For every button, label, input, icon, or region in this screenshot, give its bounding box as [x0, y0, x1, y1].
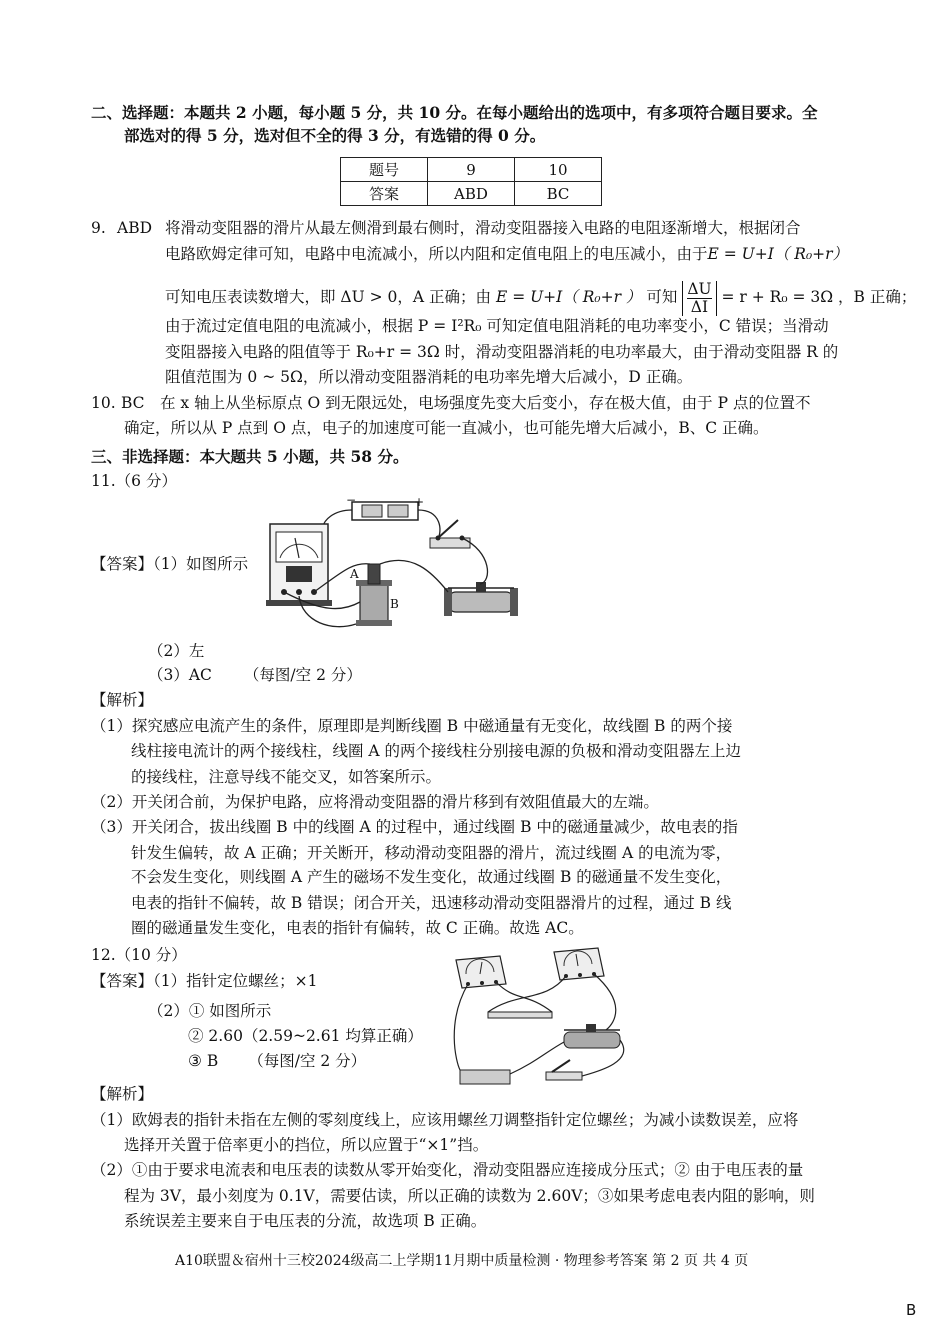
q12-analysis-line: 选择开关置于倍率更小的挡位，所以应置于“×1”挡。	[124, 1136, 489, 1154]
minus-label: −	[346, 493, 357, 507]
q11-title: 11.（6 分）	[91, 472, 177, 490]
switch-icon	[546, 1060, 582, 1080]
table-cell: BC	[515, 182, 602, 206]
q11-analysis-line: 针发生偏转，故 A 正确；开关断开，移动滑动变阻器的滑片，流过线圈 A 的电流为零，	[131, 844, 732, 862]
q12-answer-2: （2）① 如图所示	[148, 1002, 272, 1020]
ammeter-icon	[456, 956, 506, 988]
battery-icon	[460, 1070, 510, 1084]
q12-answer-1: 【答案】（1）指针定位螺丝；×1	[91, 972, 318, 990]
q9-line2: 电路欧姆定律可知，电路中电流减小，所以内阻和定值电阻上的电压减小，由于E = U+I（ R₀+r）	[165, 245, 849, 263]
q10-line2: 确定，所以从 P 点到 O 点，电子的加速度可能一直减小，也可能先增大后减小，B、C 正确。	[124, 419, 769, 437]
coil-b-label: B	[390, 597, 399, 611]
q11-analysis-line: （3）开关闭合，拔出线圈 B 中的线圈 A 的过程中，通过线圈 B 中的磁通量减少，故电表的指	[91, 818, 738, 836]
table-cell: 答案	[341, 182, 428, 206]
q12-answer-3: ② 2.60（2.59~2.61 均算正确）	[188, 1027, 423, 1045]
q11-analysis-line: 的接线柱，注意导线不能交叉，如答案所示。	[131, 768, 442, 786]
q9-number: 9.	[91, 219, 106, 237]
q10-number: 10.	[91, 394, 116, 412]
q12-analysis-line: 系统误差主要来自于电压表的分流，故选项 B 正确。	[124, 1212, 487, 1230]
q9-eq1: E = U+I（ R₀+r）	[707, 245, 849, 263]
q12-answer-4: ③ B （每图/空 2 分）	[188, 1052, 367, 1070]
table-cell: 题号	[341, 158, 428, 182]
q12-circuit-figure	[446, 942, 646, 1094]
q12-analysis-line: （1）欧姆表的指针未指在左侧的零刻度线上，应该用螺丝刀调整指针定位螺丝；为减小读数误差，应将	[91, 1111, 799, 1129]
rheostat-icon	[564, 1024, 620, 1048]
answer-table-answer-row	[341, 182, 602, 206]
q11-analysis-line: 不会发生变化，则线圈 A 产生的磁场不发生变化，故通过线圈 B 的磁通量不发生变化，	[131, 868, 732, 886]
coil-a-label: A	[350, 567, 359, 581]
q9-line5: 变阻器接入电路的阻值等于 R₀+r = 3Ω 时，滑动变阻器消耗的电功率最大，由于滑动变阻器 R 的	[165, 343, 839, 361]
table-cell: ABD	[428, 182, 515, 206]
q11-analysis-line: （1）探究感应电流产生的条件，原理即是判断线圈 B 中磁通量有无变化，故线圈 B 的两个接	[91, 717, 733, 735]
table-cell: 10	[515, 158, 602, 182]
switch-icon	[430, 520, 470, 548]
q11-analysis-line: 线柱接电流计的两个接线柱，线圈 A 的两个接线柱分别接电源的负极和滑动变阻器左上边	[131, 742, 742, 760]
q12-analysis-title: 【解析】	[91, 1085, 154, 1103]
q10-answer: BC	[121, 394, 145, 412]
q12-title: 12.（10 分）	[91, 946, 187, 964]
q9-eq2: E = U+I（ R₀+r ）	[495, 288, 642, 306]
resistor-wire-icon	[488, 1012, 552, 1018]
q11-circuit-figure	[262, 492, 562, 637]
q9-line6: 阻值范围为 0 ~ 5Ω，所以滑动变阻器消耗的电功率先增大后减小，D 正确。	[165, 368, 693, 386]
delta-u-over-delta-i-fraction: $\frac{\Delta U}{\Delta I}$	[682, 281, 716, 316]
battery-icon	[346, 493, 424, 520]
section2-heading-line2: 部选对的得 5 分，选对但不全的得 3 分，有选错的得 0 分。	[124, 126, 546, 145]
q11-analysis-line: （2）开关闭合前，为保护电路，应将滑动变阻器的滑片移到有效阻值最大的左端。	[91, 793, 659, 811]
corner-mark: B	[906, 1301, 917, 1319]
q12-analysis-line: （2）①由于要求电流表和电压表的读数从零开始变化，滑动变阻器应连接成分压式；② 由于电压表的量	[91, 1161, 804, 1179]
wires	[454, 974, 623, 1076]
q11-answer-1: 【答案】（1）如图所示	[91, 555, 249, 573]
q9-line3: 可知电压表读数增大，即 ΔU > 0，A 正确；由 E = U+I（ R₀+r ） 可知 $\frac{\Delta U}{\Delta I}$ = r + R₀ = 3Ω ，B 正确；	[165, 279, 917, 316]
q11-answer-3: （3）AC （每图/空 2 分）	[148, 666, 362, 684]
q11-answer-2: （2）左	[148, 642, 205, 660]
plus-label: +	[414, 495, 425, 509]
q11-analysis-title: 【解析】	[91, 691, 154, 709]
table-cell: 9	[428, 158, 515, 182]
voltmeter-icon	[554, 948, 604, 980]
q11-analysis-line: 圈的磁通量发生变化，电表的指针有偏转，故 C 正确。故选 AC。	[131, 919, 584, 937]
section2-heading-line1: 二、选择题：本题共 2 小题，每小题 5 分，共 10 分。在每小题给出的选项中，有多项符合题目要求。全	[91, 103, 818, 122]
galvanometer-icon	[266, 524, 332, 606]
answer-table-header-row	[341, 158, 602, 182]
page-footer: A10联盟＆宿州十三校2024级高二上学期11月期中质量检测 · 物理参考答案 第 2 页 共 4 页	[175, 1253, 749, 1269]
coil-icon	[349, 564, 399, 626]
q12-analysis-line: 程为 3V，最小刻度为 0.1V，需要估读，所以正确的读数为 2.60V；③如果考虑电表内阻的影响，则	[124, 1187, 815, 1205]
q11-analysis-line: 电表的指针不偏转，故 B 错误；闭合开关，迅速移动滑动变阻器滑片的过程，通过 B 线	[131, 894, 732, 912]
q10-line1: 在 x 轴上从坐标原点 O 到无限远处，电场强度先变大后变小，存在极大值，由于 P 点的位置不	[160, 394, 811, 412]
rheostat-icon	[444, 582, 518, 616]
section3-heading: 三、非选择题：本大题共 5 小题，共 58 分。	[91, 447, 409, 466]
answer-table	[340, 157, 602, 206]
q9-line1: 将滑动变阻器的滑片从最左侧滑到最右侧时，滑动变阻器接入电路的电阻逐渐增大，根据闭合	[165, 219, 801, 237]
q9-line4: 由于流过定值电阻的电流减小，根据 P = I²R₀ 可知定值电阻消耗的电功率变小，C 错误；当滑动	[165, 317, 829, 335]
q9-answer: ABD	[117, 219, 153, 237]
